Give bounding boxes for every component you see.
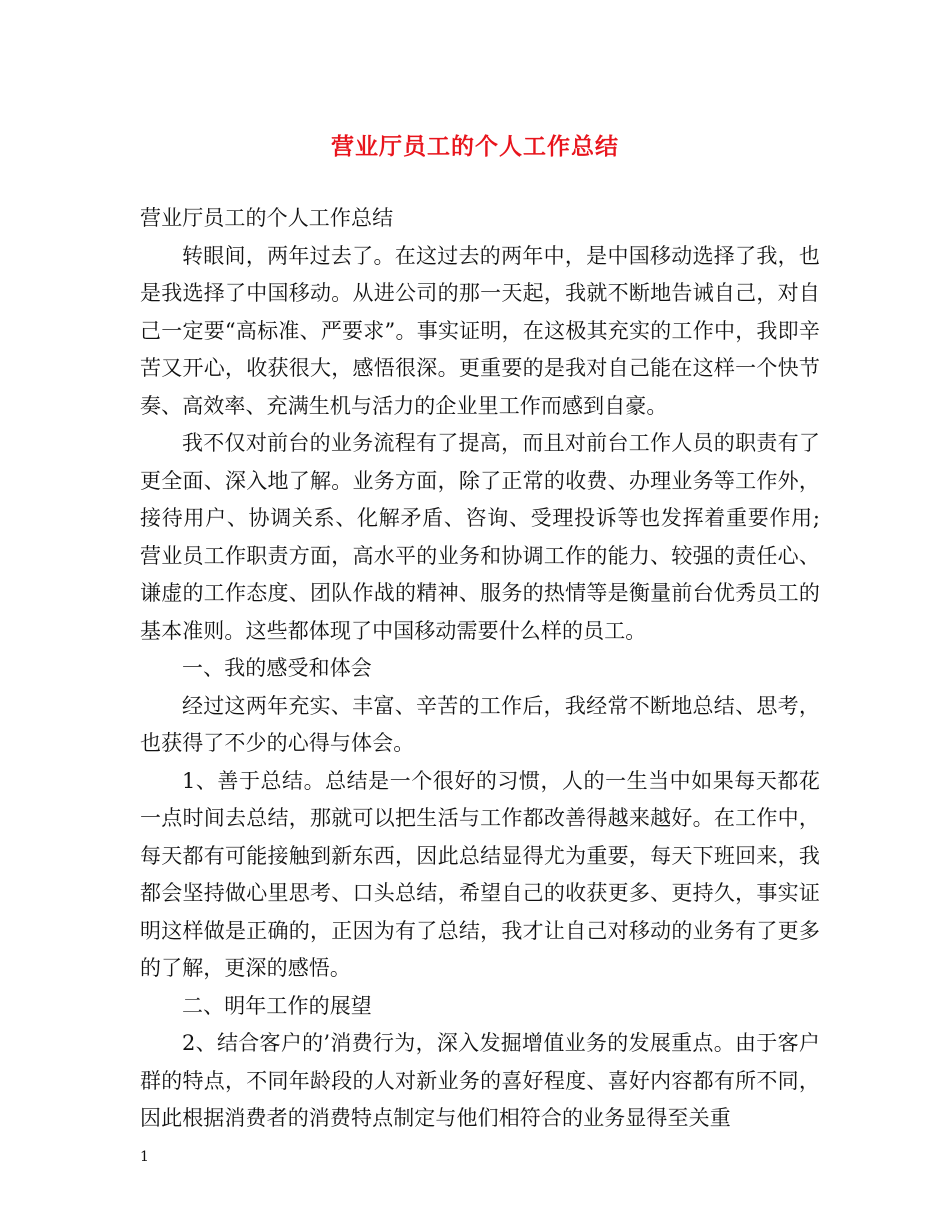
paragraph: 我不仅对前台的业务流程有了提高，而且对前台工作人员的职责有了更全面、深入地了解。业务方面，除了正常的收费、办理业务等工作外，接待用户、协调关系、化解矛盾、咨询、受理投诉等也发挥着重要作用;营业员工作职责方面，高水平的业务和协调工作的能力、较强的责任心、谦虚的工作态度、团队作战的精神、服务的热情等是衡量前台优秀员工的基本准则。这些都体现了中国移动需要什么样的员工。 <box>140 431 820 643</box>
document-title: 营业厅员工的个人工作总结 <box>331 134 619 160</box>
paragraph: 1、善于总结。总结是一个很好的习惯，人的一生当中如果每天都花一点时间去总结，那就可以把生活与工作都改善得越来越好。在工作中，每天都有可能接触到新东西，因此总结显得尤为重要，每天下班回来，我都会坚持做心里思考、口头总结，希望自己的收获更多、更持久，事实证明这样做是正确的，正因为有了总结，我才让自己对移动的业务有了更多的了解，更深的感悟。 <box>140 768 820 980</box>
paragraph: 转眼间，两年过去了。在这过去的两年中，是中国移动选择了我，也是我选择了中国移动。从进公司的那一天起，我就不断地告诫自己，对自己一定要“高标准、严要求”。事实证明，在这极其充实的工作中，我即辛苦又开心，收获很大，感悟很深。更重要的是我对自己能在这样一个快节奏、高效率、充满生机与活力的企业里工作而感到自豪。 <box>140 243 820 418</box>
section-heading: 一、我的感受和体会 <box>182 656 372 680</box>
paragraph-heading: 营业厅员工的个人工作总结 <box>140 206 394 230</box>
paragraph: 2、结合客户的’消费行为，深入发掘增值业务的发展重点。由于客户群的特点，不同年龄段的人对新业务的喜好程度、喜好内容都有所不同，因此根据消费者的消费特点制定与他们相符合的业务显得至关重 <box>140 1031 820 1130</box>
page-number: 1 <box>140 1149 149 1165</box>
paragraph: 经过这两年充实、丰富、辛苦的工作后，我经常不断地总结、思考，也获得了不少的心得与体会。 <box>140 693 820 755</box>
section-heading: 二、明年工作的展望 <box>182 993 372 1018</box>
document-body <box>140 200 820 1138</box>
